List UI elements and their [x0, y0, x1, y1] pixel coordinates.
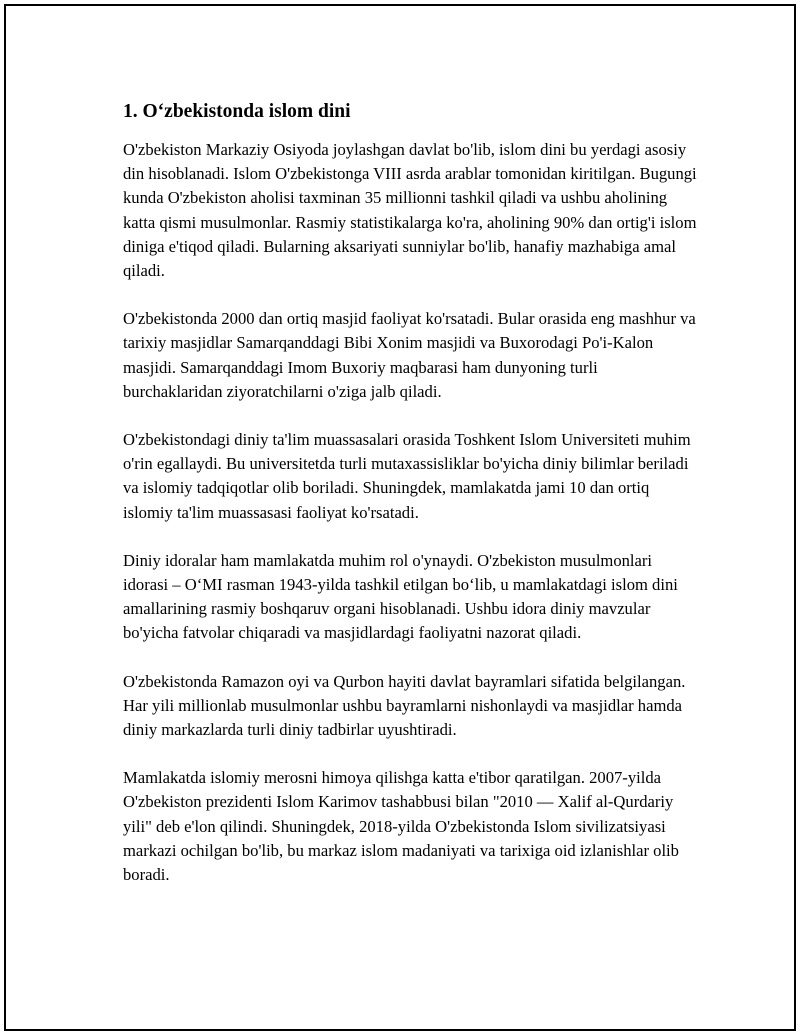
- paragraph-mosques: O'zbekistonda 2000 dan ortiq masjid faoliyat ko'rsatadi. Bular orasida eng mashhur va tarixiy masjidlar Samarqanddagi Bibi Xonim masjidi va Buxorodagi Po'i-Kalon masjidi. Samarqanddagi Imom Buxoriy maqbarasi ham dunyoning turli burchaklaridan ziyoratchilarni o'ziga jalb qiladi.: [123, 309, 696, 401]
- paragraph-religious-offices: Diniy idoralar ham mamlakatda muhim rol o'ynaydi. O'zbekiston musulmonlari idorasi – O‘MI rasman 1943-yilda tashkil etilgan bo‘lib, u mamlakatdagi islom dini amallarining rasmiy boshqaruv organi hisoblanadi. Ushbu idora diniy mavzular bo'yicha fatvolar chiqaradi va masjidlardagi faoliyatni nazorat qiladi.: [123, 550, 678, 643]
- paragraph-heritage: Mamlakatda islomiy merosni himoya qilishga katta e'tibor qaratilgan. 2007-yilda O'zbekiston prezidenti Islom Karimov tashabbusi bilan "2010 — Xalif al-Qurdariy yili" deb e'lon qilindi. Shuningdek, 2018-yilda O'zbekistonda Islom sivilizatsiyasi markazi ochilgan bo'lib, bu markaz islom madaniyati va tarixiga oid izlanishlar olib boradi.: [123, 768, 679, 885]
- paragraph-holidays: O'zbekistonda Ramazon oyi va Qurbon hayiti davlat bayramlari sifatida belgilangan. Har yili millionlab musulmonlar ushbu bayramlarni nishonlaydi va masjidlar hamda diniy markazlarda turli diniy tadbirlar uyushtiradi.: [123, 671, 686, 740]
- section-heading: 1. O‘zbekistonda islom dini: [123, 101, 351, 122]
- document-body: [123, 98, 698, 911]
- paragraph-education: O'zbekistondagi diniy ta'lim muassasalari orasida Toshkent Islom Universiteti muhim o'rin egallaydi. Bu universitetda turli mutaxassisliklar bo'yicha diniy bilimlar beriladi va islomiy tadqiqotlar olib boriladi. Shuningdek, mamlakatda jami 10 dan ortiq islomiy ta'lim muassasasi faoliyat ko'rsatadi.: [123, 430, 691, 522]
- paragraph-intro: O'zbekiston Markaziy Osiyoda joylashgan davlat bo'lib, islom dini bu yerdagi asosiy din hisoblanadi. Islom O'zbekistonga VIII asrda arablar tomonidan kiritilgan. Bugungi kunda O'zbekiston aholisi taxminan 35 millionni tashkil qiladi va ushbu aholining katta qismi musulmonlar. Rasmiy statistikalarga ko'ra, aholining 90% dan ortig'i islom diniga e'tiqod qiladi. Bularning aksariyati sunniylar bo'lib, hanafiy mazhabiga amal qiladi.: [123, 140, 697, 281]
- page-frame: [4, 4, 796, 1031]
